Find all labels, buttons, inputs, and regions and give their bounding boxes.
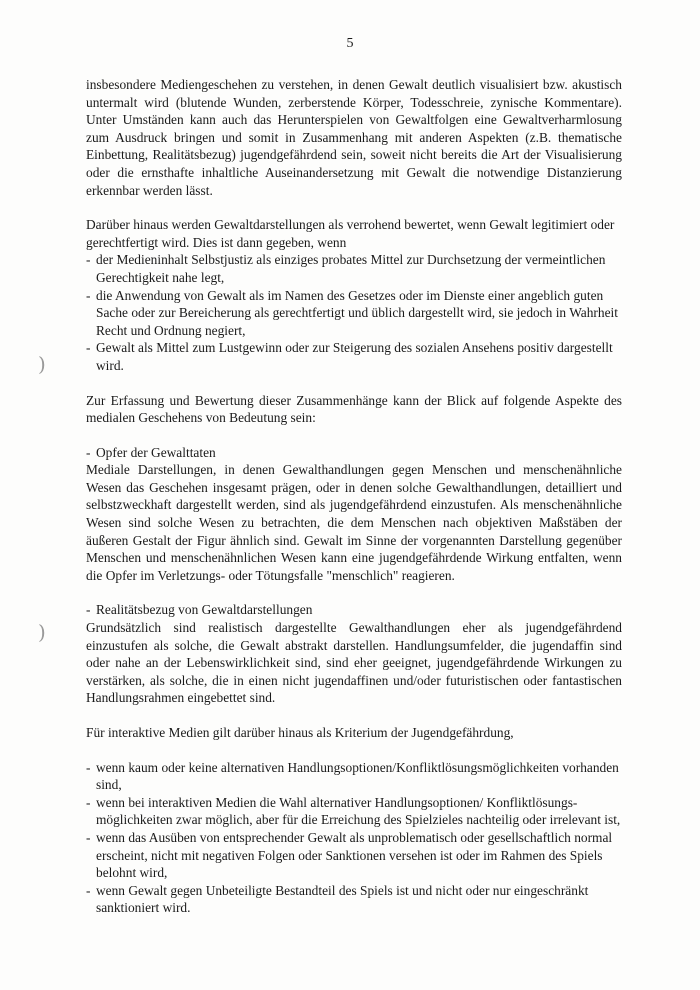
list-item [86,339,622,374]
punch-hole-mark: ) [38,620,46,644]
aspect-heading-text: Realitätsbezug von Gewaltdarstellungen [96,602,313,618]
list-item-text: wenn das Ausüben von entsprechender Gewalt als unproblematisch oder gesellschaftlich normal erscheint, nicht mit negativen Folgen oder Sanktionen versehen ist oder im Rahmen des Spiels belohnt wird, [96,829,613,881]
paragraph-intro: insbesondere Mediengeschehen zu verstehen, in denen Gewalt deutlich visualisiert bzw. akustisch untermalt wird (blutende Wunden, zerberstende Körper, Todesschreie, zynische Kommentare). Unter Umständen kann auch das Herunterspielen von Gewaltfolgen eine Gewaltverharmlosung zum Ausdruck bringen und somit in Zusammenhang mit anderen Aspekten (z.B. thematische Einbettung, Realitätsbezug) jugendgefährdend sein, soweit nicht bereits die Art der Visualisierung oder die ernsthafte inhaltliche Auseinandersetzung mit Gewalt die notwendige Distanzierung erkennbar werden lässt. [86,77,622,198]
punch-hole-mark: ) [38,352,46,376]
list-item [86,882,622,917]
list-dash: - [86,759,91,775]
page-number: 5 [346,36,354,51]
aspect-text: Mediale Darstellungen, in denen Gewalthandlungen gegen Menschen und menschenähnliche Wesen das Geschehen insgesamt prägen, oder in denen solche Gewalthandlungen, detailliert und selbstzweckhaft dargestellt werden, sind als jugendgefährdend einzustufen. Als menschenähnliche Wesen sind solche Wesen zu betrachten, die dem Menschen nach objektiven Maßstäben der äußeren Gestalt der Figur ähnlich sind. Gewalt im Sinne der vorgenannten Darstellung gegenüber Menschen und menschenähnlichen Wesen kann eine jugendgefährdende Wirkung entfalten, wenn die Opfer im Verletzungs- oder Tötungsfalle "menschlich" reagieren. [86,462,622,583]
paragraph-interaktiv: Für interaktive Medien gilt darüber hinaus als Kriterium der Jugendgefährdung, [86,725,514,740]
list-item-text: wenn bei interaktiven Medien die Wahl alternativer Handlungsoptionen/ Konfliktlösungs-möglichkeiten zwar möglich, aber für die Erreichung des Spielzieles nachteilig oder irrelevant ist, [96,794,621,828]
list-item [86,287,622,340]
list-item-text: wenn kaum oder keine alternativen Handlungsoptionen/Konfliktlösungsmöglichkeiten vorhanden sind, [96,759,619,793]
list-item-text: der Medieninhalt Selbstjustiz als einziges probates Mittel zur Durchsetzung der vermeintlichen Gerechtigkeit nahe legt, [96,252,606,285]
aspect-section [86,601,622,707]
list-item-text: wenn Gewalt gegen Unbeteiligte Bestandteil des Spiels ist und nicht oder nur eingeschränkt sanktioniert wird. [96,882,589,916]
list-dash: - [86,602,91,618]
paragraph-erfassung: Zur Erfassung und Bewertung dieser Zusammenhänge kann der Blick auf folgende Aspekte des medialen Geschehens von Bedeutung sein: [86,392,622,426]
list-verrohend [86,251,622,374]
aspect-section [86,444,622,585]
paragraph-verrohend: Darüber hinaus werden Gewaltdarstellungen als verrohend bewertet, wenn Gewalt legitimiert oder gerechtfertigt wird. Dies ist dann gegeben, wenn [86,217,615,250]
list-item-text: die Anwendung von Gewalt als im Namen des Gesetzes oder im Dienste einer angeblich guten Sache oder zur Bereicherung als gerechtfertigt und üblich dargestellt wird, sie jedoch in Wahrheit Recht und Ordnung negiert, [96,287,618,338]
list-dash: - [86,340,91,356]
list-dash: - [86,829,91,845]
list-dash: - [86,252,91,268]
list-item-text: Gewalt als Mittel zum Lustgewinn oder zur Steigerung des sozialen Ansehens positiv dargestellt wird. [96,340,613,373]
list-dash: - [86,444,91,460]
aspect-text: Grundsätzlich sind realistisch dargestellte Gewalthandlungen eher als jugendgefährdend einzustufen als solche, die Gewalt abstrakt darstellen. Handlungsumfelder, die jugendaffin sind oder nahe an der Lebenswirklichkeit sind, sind eher geeignet, jugendgefährdende Wirkungen zu verstärken, als solche, die in einen nicht jugendaffinen und/oder futuristischen oder fantastischen Handlungsrahmen eingebettet sind. [86,620,622,706]
list-dash: - [86,287,91,303]
list-item [86,794,622,829]
list-item [86,759,622,794]
list-item [86,251,622,286]
page-body [86,76,622,917]
list-item [86,829,622,882]
aspect-heading-text: Opfer der Gewalttaten [96,444,216,460]
list-dash: - [86,882,91,898]
list-interaktiv [86,759,622,917]
list-dash: - [86,794,91,810]
aspect-heading [86,444,622,462]
aspect-heading [86,601,622,619]
